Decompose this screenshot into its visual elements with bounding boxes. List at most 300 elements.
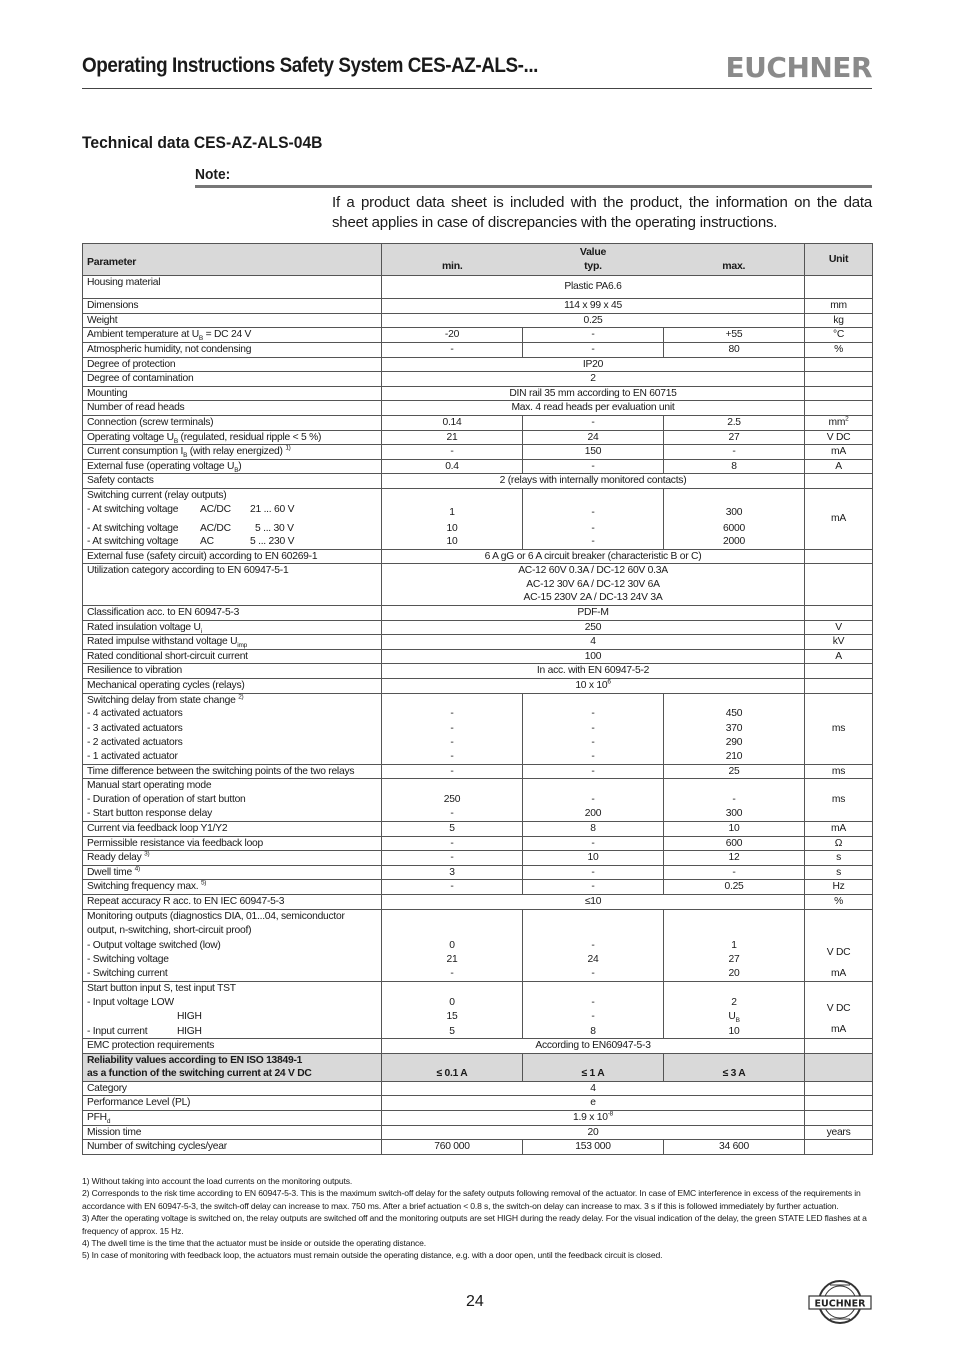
table-row (83, 981, 873, 1038)
min-value: 21 (446, 954, 458, 966)
table-row (83, 299, 873, 314)
unit-cell (805, 1039, 873, 1054)
table-row (83, 430, 873, 445)
table-row (83, 851, 873, 866)
param-cell (83, 328, 382, 343)
table-row (83, 342, 873, 357)
value-cell: According to EN60947-5-3 (382, 1039, 805, 1054)
unit-cell (805, 386, 873, 401)
min-value: - (450, 737, 454, 749)
typ-value: 24 (587, 954, 599, 966)
param-cell (83, 981, 382, 1038)
max-cell: 25 (664, 764, 805, 779)
unit-cell: % (805, 342, 873, 357)
unit-cell (805, 981, 873, 1038)
typ-value: - (591, 722, 595, 734)
col-value: Value (382, 244, 805, 260)
value-cell: PDF-M (382, 606, 805, 621)
param-text: Switching delay from state change (87, 694, 239, 706)
unit-cell: kV (805, 635, 873, 650)
min-cell: - (382, 851, 523, 866)
param-sub: B (173, 437, 178, 445)
euchner-logo: EUCHNER (725, 51, 872, 84)
max-cell: - (664, 865, 805, 880)
param-cell (83, 1053, 382, 1081)
param-text: AC/DC (200, 522, 231, 534)
param-cell: Housing material (83, 276, 382, 299)
table-row (83, 357, 873, 372)
unit-text: mm (828, 416, 846, 428)
param-text: - Input voltage LOW (87, 997, 174, 1009)
param-text: Manual start operating mode (87, 780, 212, 792)
max-value: 370 (725, 722, 743, 734)
param-cell: External fuse (safety circuit) according to EN 60269-1 (83, 549, 382, 564)
param-cell: Mounting (83, 386, 382, 401)
value-cell: 20 (382, 1125, 805, 1140)
value-cell: ≤10 (382, 894, 805, 909)
unit-cell: A (805, 459, 873, 474)
param-cell: Safety contacts (83, 474, 382, 489)
param-cell: Classification acc. to EN 60947-5-3 (83, 606, 382, 621)
min-value: 5 (449, 1025, 455, 1037)
typ-value: - (591, 997, 595, 1009)
max-value: 6000 (723, 522, 745, 534)
max-cell: 12 (664, 851, 805, 866)
table-row (83, 693, 873, 764)
typ-cell: 24 (523, 430, 664, 445)
unit-cell: mA (805, 488, 873, 549)
param-text: - At switching voltage (87, 522, 179, 534)
note-rule (195, 185, 872, 188)
table-row (83, 1096, 873, 1111)
typ-cell: - (523, 415, 664, 430)
max-cell: 8 (664, 459, 805, 474)
footnote-ref: 4) (134, 865, 140, 873)
min-cell: - (382, 342, 523, 357)
table-row (83, 1039, 873, 1054)
col-parameter: Parameter (83, 244, 382, 276)
footnote-ref: 1) (285, 444, 291, 452)
unit-cell (805, 606, 873, 621)
typ-value: - (591, 737, 595, 749)
table-row (83, 401, 873, 416)
max-cell (664, 909, 805, 981)
typ-value: 200 (584, 808, 602, 820)
param-cell (83, 693, 382, 764)
param-cell: Performance Level (PL) (83, 1096, 382, 1111)
note-label: Note: (195, 166, 231, 183)
typ-cell: - (523, 764, 664, 779)
min-value: - (450, 708, 454, 720)
unit-cell: ms (805, 764, 873, 779)
unit-cell: ms (805, 779, 873, 822)
min-cell: 5 (382, 821, 523, 836)
table-row (83, 606, 873, 621)
param-text: 5 ... 230 V (250, 536, 295, 548)
max-value: 27 (728, 954, 740, 966)
typ-cell (523, 488, 664, 549)
max-cell: 27 (664, 430, 805, 445)
param-text: - 2 activated actuators (87, 737, 183, 749)
unit-sup: 2 (845, 415, 849, 423)
unit-cell (805, 564, 873, 606)
max-value: 20 (728, 967, 740, 979)
min-cell: - (382, 836, 523, 851)
param-text: - Input current (87, 1025, 148, 1037)
value-cell (382, 564, 805, 606)
value-cell: e (382, 1096, 805, 1111)
typ-value: - (591, 939, 595, 951)
min-cell: 0.14 (382, 415, 523, 430)
value-text: 1.9 x 10 (573, 1112, 608, 1124)
max-cell: +55 (664, 328, 805, 343)
max-value: 450 (725, 708, 743, 720)
table-row (83, 821, 873, 836)
value-cell: 153 000 (523, 1140, 664, 1155)
param-cell: EMC protection requirements (83, 1039, 382, 1054)
param-text: Rated impulse withstand voltage U (87, 636, 238, 648)
max-cell: 2.5 (664, 415, 805, 430)
max-value: 300 (725, 506, 743, 518)
min-cell (382, 693, 523, 764)
typ-cell: - (523, 342, 664, 357)
unit-cell (805, 664, 873, 679)
unit-cell (805, 401, 873, 416)
table-row (83, 459, 873, 474)
min-value: - (450, 751, 454, 762)
min-value: 15 (446, 1010, 458, 1022)
param-sub: B (198, 335, 203, 343)
table-row (83, 474, 873, 489)
max-cell: - (664, 445, 805, 460)
min-cell (382, 909, 523, 981)
table-row (83, 313, 873, 328)
param-sub: d (106, 1118, 111, 1126)
typ-value: - (591, 522, 595, 534)
min-cell: 0.4 (382, 459, 523, 474)
typ-cell: - (523, 328, 664, 343)
param-text: Start button input S, test input TST (87, 982, 236, 994)
value-cell: 0.25 (382, 313, 805, 328)
footnote-ref: 5) (200, 879, 207, 887)
table-row (83, 1081, 873, 1096)
table-row (83, 880, 873, 895)
col-max: max. (664, 260, 805, 276)
param-text: Rated insulation voltage U (87, 621, 201, 633)
unit-cell: s (805, 865, 873, 880)
typ-cell: 10 (523, 851, 664, 866)
unit-cell: mA (805, 821, 873, 836)
param-text: as a function of the switching current at 24 V DC (87, 1068, 312, 1080)
reliability-row (83, 1053, 873, 1081)
param-text: Dwell time (87, 866, 135, 878)
param-cell: Weight (83, 313, 382, 328)
param-cell (83, 430, 382, 445)
table-header-row (83, 244, 873, 260)
max-cell (664, 981, 805, 1038)
unit-text: V DC (826, 946, 851, 958)
typ-cell: 8 (523, 821, 664, 836)
unit-cell: Hz (805, 880, 873, 895)
value-cell: In acc. with EN 60947-5-2 (382, 664, 805, 679)
param-text: - Output voltage switched (low) (87, 939, 221, 951)
table-row (83, 836, 873, 851)
param-text: = DC 24 V (203, 329, 252, 341)
footnote: 2) Corresponds to the risk time according to EN 60947-5-3. This is the maximum switch-off delay for the safety outputs following removal of the actuator. In case of EMC interference in excess of the requirements in accordance with EN 60947-5-3, the switch-off delay can increase to max. 750 ms. After a brief actuation < 0.8 s, the switch-on delay can increase to max. 3 s if this is followed immediately by further actuation. (82, 1188, 861, 1211)
value-cell: Max. 4 read heads per evaluation unit (382, 401, 805, 416)
value-cell: Plastic PA6.6 (382, 276, 805, 299)
value-cell: 34 600 (664, 1140, 805, 1155)
param-text: - 4 activated actuators (87, 708, 183, 720)
typ-cell: - (523, 459, 664, 474)
param-text: Ambient temperature at U (87, 329, 199, 341)
param-text: Switching frequency max. (87, 881, 201, 893)
footnote-ref: 2) (238, 693, 244, 701)
unit-cell (805, 357, 873, 372)
param-text: - At switching voltage (87, 536, 179, 548)
param-cell: Current via feedback loop Y1/Y2 (83, 821, 382, 836)
min-value: - (450, 722, 454, 734)
table-row (83, 679, 873, 694)
footnote: 3) After the operating voltage is switched on, the relay outputs are switched off and the monitoring outputs are set HIGH during the ready delay. For the visual indication of the delay, the green STATE LED flashes at a frequency of approx. 15 Hz. (82, 1213, 867, 1236)
euchner-seal-logo (808, 1279, 872, 1325)
param-cell: Permissible resistance via feedback loop (83, 836, 382, 851)
min-value: - (450, 967, 454, 979)
unit-text: mA (831, 968, 846, 980)
note-text: If a product data sheet is included with the product, the information on the data sheet applies in case of discrepancies with the operating instructions. (332, 194, 872, 231)
unit-cell (805, 679, 873, 694)
param-text: AC (200, 536, 214, 548)
param-text: Ready delay (87, 852, 145, 864)
param-cell (83, 445, 382, 460)
value-cell: 2 (382, 372, 805, 387)
param-text: HIGH (177, 1025, 202, 1037)
table-row (83, 649, 873, 664)
param-cell (83, 851, 382, 866)
param-text: Reliability values according to EN ISO 13849-1 (87, 1054, 303, 1066)
table-row (83, 1111, 873, 1126)
table-row (83, 1140, 873, 1155)
unit-cell: V (805, 620, 873, 635)
footnotes (82, 1175, 872, 1262)
param-cell: Number of read heads (83, 401, 382, 416)
table-row (83, 564, 873, 606)
document-title: Operating Instructions Safety System CES-AZ-ALS-... (82, 54, 538, 77)
value-cell: 2 (relays with internally monitored contacts) (382, 474, 805, 489)
typ-value: - (591, 536, 595, 548)
value-line: AC-15 230V 2A / DC-13 24V 3A (523, 592, 663, 604)
current-label: ≤ 3 A (722, 1068, 746, 1080)
unit-cell: Ω (805, 836, 873, 851)
param-cell (83, 488, 382, 549)
typ-value: 8 (590, 1025, 596, 1037)
typ-value: - (591, 506, 595, 518)
max-value: - (732, 793, 736, 805)
unit-cell (805, 909, 873, 981)
value-line: AC-12 30V 6A / DC-12 30V 6A (526, 578, 660, 590)
table-row (83, 549, 873, 564)
param-sub: imp (237, 642, 248, 650)
param-cell: Number of switching cycles/year (83, 1140, 382, 1155)
unit-cell: ms (805, 693, 873, 764)
param-text: Current consumption I (87, 446, 184, 458)
typ-cell (523, 981, 664, 1038)
unit-text: V DC (826, 1002, 851, 1014)
value-cell: 250 (382, 620, 805, 635)
value-cell: 4 (382, 635, 805, 650)
current-label: ≤ 0.1 A (436, 1068, 468, 1080)
min-value: 0 (449, 997, 455, 1009)
unit-cell (805, 549, 873, 564)
unit-cell (805, 1053, 873, 1081)
unit-cell: A (805, 649, 873, 664)
param-text: 5 ... 30 V (255, 522, 294, 534)
param-cell: Mission time (83, 1125, 382, 1140)
param-cell (83, 880, 382, 895)
param-text: ) (238, 460, 242, 472)
param-text: PFH (87, 1112, 107, 1124)
footnote: 1) Without taking into account the load currents on the monitoring outputs. (82, 1176, 353, 1186)
param-text: External fuse (operating voltage U (87, 460, 235, 472)
param-cell (83, 909, 382, 981)
param-sub: i (200, 627, 202, 635)
unit-cell: % (805, 894, 873, 909)
footnote-ref: 3) (144, 850, 150, 858)
max-cell (664, 779, 805, 822)
table-row (83, 488, 873, 549)
max-cell: 600 (664, 836, 805, 851)
section-title: Technical data CES-AZ-ALS-04B (82, 133, 323, 152)
max-value: 2000 (723, 536, 745, 548)
table-row (83, 865, 873, 880)
unit-cell: mA (805, 445, 873, 460)
param-text: - At switching voltage (87, 503, 179, 515)
param-sub: B (234, 466, 239, 474)
typ-cell: - (523, 880, 664, 895)
unit-cell (805, 1081, 873, 1096)
technical-data-table (82, 243, 873, 1155)
col-cell (664, 1053, 805, 1081)
value-cell: DIN rail 35 mm according to EN 60715 (382, 386, 805, 401)
col-min: min. (382, 260, 523, 276)
param-text: output, n-switching, short-circuit proof) (87, 925, 252, 937)
min-cell (382, 779, 523, 822)
unit-cell: °C (805, 328, 873, 343)
min-cell: - (382, 445, 523, 460)
param-cell (83, 865, 382, 880)
value-cell: 760 000 (382, 1140, 523, 1155)
param-cell: Category (83, 1081, 382, 1096)
unit-cell (805, 1111, 873, 1126)
max-value: U (728, 1010, 736, 1022)
value-cell: IP20 (382, 357, 805, 372)
param-cell: Degree of contamination (83, 372, 382, 387)
seal-text: EUCHNER (814, 1298, 866, 1310)
param-cell: Degree of protection (83, 357, 382, 372)
footnote: 4) The dwell time is the time that the actuator must be inside or outside the operating distance. (82, 1238, 427, 1249)
param-cell: Repeat accuracy R acc. to EN IEC 60947-5-3 (83, 894, 382, 909)
unit-cell: kg (805, 313, 873, 328)
max-cell: 0.25 (664, 880, 805, 895)
value-cell (382, 1111, 805, 1126)
max-value: 10 (728, 1025, 740, 1037)
min-cell: 21 (382, 430, 523, 445)
param-text: 21 ... 60 V (250, 503, 295, 515)
param-text: - 1 activated actuator (87, 751, 178, 762)
param-cell: Mechanical operating cycles (relays) (83, 679, 382, 694)
max-cell (664, 488, 805, 549)
min-value: 0 (449, 939, 455, 951)
table-row (83, 894, 873, 909)
page-number: 24 (466, 1293, 484, 1310)
param-cell (83, 779, 382, 822)
param-text: - Duration of operation of start button (87, 793, 246, 805)
table-row (83, 276, 873, 299)
max-cell (664, 693, 805, 764)
value-sup: -8 (607, 1110, 613, 1118)
unit-cell (805, 372, 873, 387)
param-cell: Dimensions (83, 299, 382, 314)
col-cell (523, 1053, 664, 1081)
table-row (83, 909, 873, 981)
param-text: - Switching voltage (87, 954, 169, 966)
min-value: 10 (446, 522, 458, 534)
min-cell: - (382, 880, 523, 895)
unit-cell: mm (805, 299, 873, 314)
typ-cell (523, 693, 664, 764)
param-cell: Rated conditional short-circuit current (83, 649, 382, 664)
table-row (83, 764, 873, 779)
typ-cell: 150 (523, 445, 664, 460)
param-text: Monitoring outputs (diagnostics DIA, 01...04, semiconductor (87, 910, 345, 922)
param-text: - Switching current (87, 967, 168, 979)
unit-cell (805, 276, 873, 299)
param-text: AC/DC (200, 503, 231, 515)
max-sub: B (735, 1016, 740, 1024)
unit-cell: years (805, 1125, 873, 1140)
max-value: 290 (725, 737, 743, 749)
typ-value: - (591, 967, 595, 979)
param-sub: B (183, 452, 188, 460)
min-cell (382, 488, 523, 549)
table-row (83, 386, 873, 401)
unit-cell (805, 1140, 873, 1155)
value-cell: 4 (382, 1081, 805, 1096)
max-value: 2 (731, 997, 737, 1009)
min-cell: -20 (382, 328, 523, 343)
param-text: Switching current (relay outputs) (87, 489, 227, 501)
typ-value: - (591, 1010, 595, 1022)
param-text: HIGH (177, 1010, 202, 1022)
footnote: 5) In case of monitoring with feedback loop, the actuators must remain outside the operating distance, e.g. with a door open, until the feedback circuit is closed. (82, 1250, 663, 1261)
param-text: - Start button response delay (87, 808, 212, 820)
value-cell (382, 679, 805, 694)
max-cell: 80 (664, 342, 805, 357)
typ-cell: - (523, 865, 664, 880)
param-text: (regulated, residual ripple < 5 %) (177, 431, 322, 443)
param-text: - 3 activated actuators (87, 722, 183, 734)
param-cell (83, 635, 382, 650)
min-cell: 3 (382, 865, 523, 880)
table-row (83, 620, 873, 635)
param-cell: Atmospheric humidity, not condensing (83, 342, 382, 357)
table-row (83, 664, 873, 679)
param-cell: Connection (screw terminals) (83, 415, 382, 430)
max-cell: 10 (664, 821, 805, 836)
param-cell (83, 1111, 382, 1126)
value-cell: 100 (382, 649, 805, 664)
value-text: 10 x 10 (575, 680, 608, 692)
